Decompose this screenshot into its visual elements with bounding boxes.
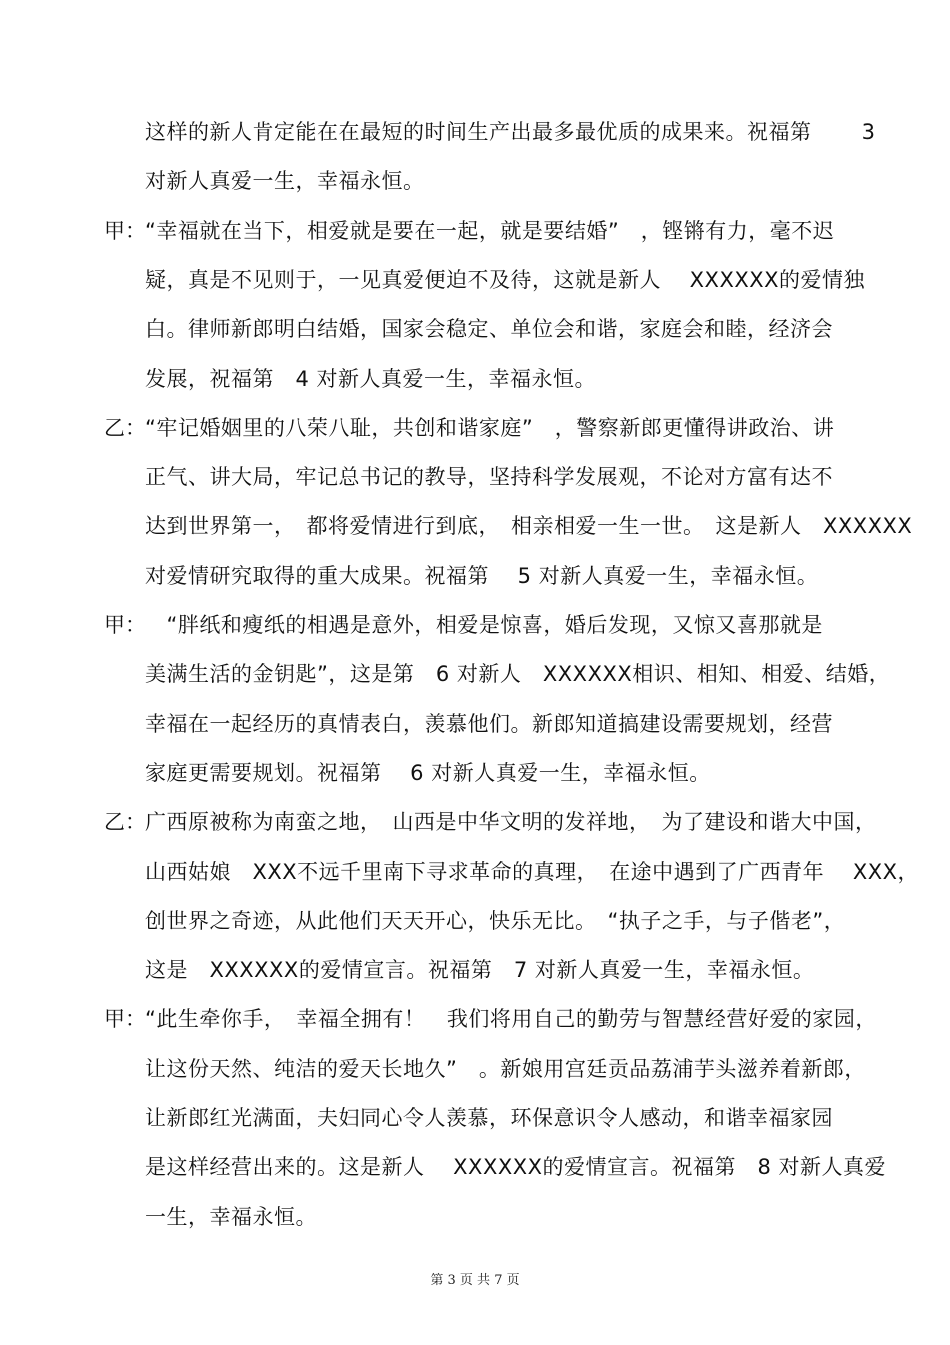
text-line: “胖纸和瘦纸的相遇是意外，相爱是惊喜，婚后发现，又惊又喜那就是	[145, 613, 823, 637]
text-line: 正气、讲大局，牢记总书记的教导，坚持科学发展观，不论对方富有达不	[145, 465, 833, 490]
speaker-label: 乙：	[104, 415, 146, 440]
text-line: 家庭更需要规划。祝福第 6 对新人真爱一生，幸福永恒。	[145, 760, 711, 785]
text-line: “此生牵你手， 幸福全拥有！ 我们将用自己的勤劳与智慧经营好爱的家园，	[145, 1007, 877, 1032]
speaker-label: 甲：	[104, 613, 146, 637]
text-line: 一生，幸福永恒。	[145, 1204, 317, 1229]
text-line: “牢记婚姻里的八荣八耻，共创和谐家庭” ，警察新郎更懂得讲政治、讲	[145, 415, 835, 440]
text-line: 让这份天然、纯洁的爱天长地久” 。新娘用宫廷贡品荔浦芋头滋养着新郎，	[145, 1056, 866, 1081]
speaker-label: 甲：	[104, 218, 146, 243]
speaker-label: 乙：	[104, 810, 146, 835]
text-line: 对新人真爱一生，幸福永恒。	[145, 169, 425, 194]
text-line: 美满生活的金钥匙”，这是第 6 对新人 XXXXXX相识、相知、相爱、结婚，	[145, 662, 891, 687]
text-line: “幸福就在当下，相爱就是要在一起，就是要结婚” ，铿锵有力，毫不迟	[145, 218, 835, 243]
speaker-label: 甲：	[104, 1007, 146, 1032]
text-line: 发展，祝福第 4 对新人真爱一生，幸福永恒。	[145, 366, 597, 391]
text-line: 这是 XXXXXX的爱情宣言。祝福第 7 对新人真爱一生，幸福永恒。	[145, 958, 815, 983]
text-line: 广西原被称为南蛮之地， 山西是中华文明的发祥地， 为了建设和谐大中国，	[145, 810, 877, 835]
text-line: 对爱情研究取得的重大成果。祝福第 5 对新人真爱一生，幸福永恒。	[145, 563, 819, 588]
text-line: 让新郎红光满面，夫妇同心令人羡慕，环保意识令人感动，和谐幸福家园	[145, 1106, 833, 1130]
text-line: 达到世界第一， 都将爱情进行到底， 相亲相爱一生一世。 这是新人 XXXXXX	[145, 514, 913, 539]
text-line: 白。律师新郎明白结婚，国家会稳定、单位会和谐，家庭会和睦，经济会	[145, 317, 833, 342]
text-line: 幸福在一起经历的真情表白，羡慕他们。新郎知道搞建设需要规划，经营	[145, 711, 833, 736]
text-line: 是这样经营出来的。这是新人 XXXXXX的爱情宣言。祝福第 8 对新人真爱	[145, 1155, 887, 1180]
text-line: 疑，真是不见则于，一见真爱便迫不及待，这就是新人 XXXXXX的爱情独	[145, 267, 865, 292]
page-footer: 第 3 页 共 7 页	[430, 1273, 520, 1288]
text-line: 山西姑娘 XXX不远千里南下寻求革命的真理， 在途中遇到了广西青年 XXX，	[145, 859, 919, 884]
text-line: 这样的新人肯定能在在最短的时间生产出最多最优质的成果来。祝福第 3	[145, 120, 876, 144]
text-line: 创世界之奇迹，从此他们天天开心，快乐无比。 “执子之手，与子偕老”，	[145, 908, 846, 933]
